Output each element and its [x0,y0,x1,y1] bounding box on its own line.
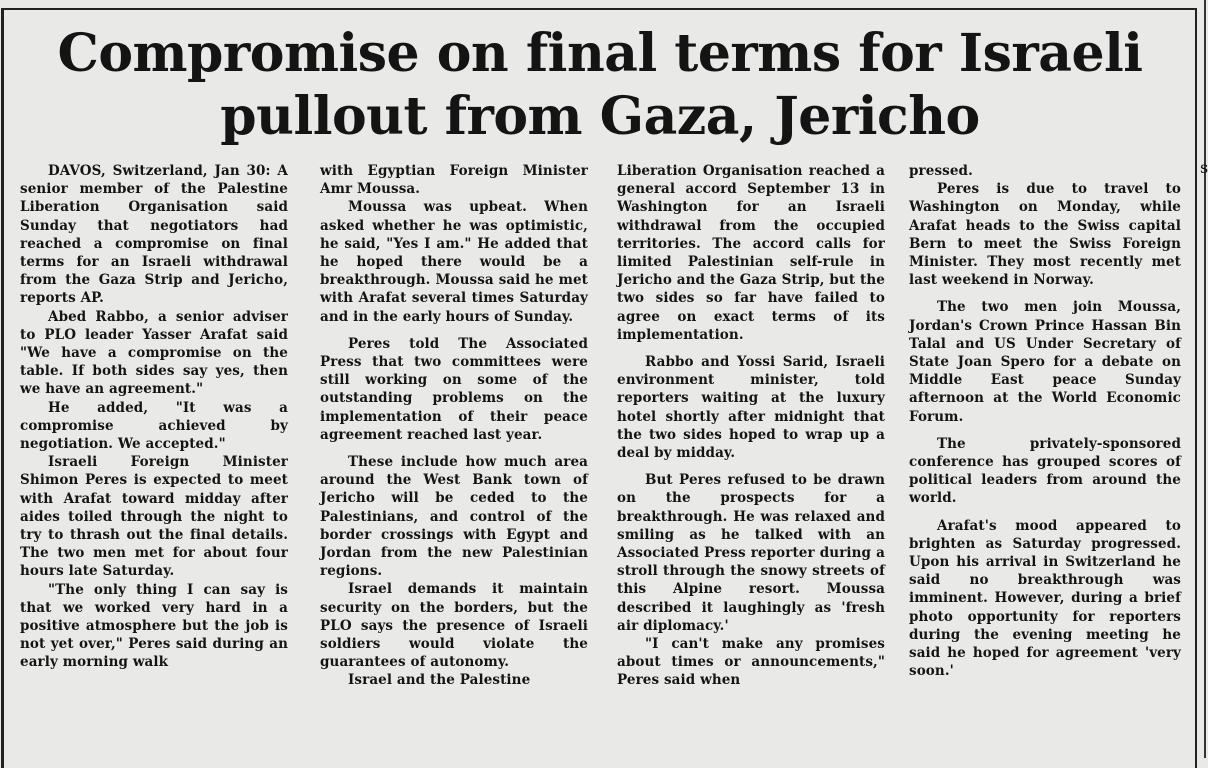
paragraph: Liberation Organisation reached a general accord September 13 in Washington for an Israeli withdrawal from the occupied territories. The accord calls for limited Palestinian self-rule in Jericho and the Gaza Strip, but the two sides so far have failed to agree on exact terms of its implementation. [617,163,885,343]
paragraph: Moussa was upbeat. When asked whether he was optimistic, he said, "Yes I am." He added that he hoped there would be a breakthrough. Moussa said he met with Arafat several times Saturday and in the early hours of Sunday. [320,199,588,325]
paragraph: DAVOS, Switzerland, Jan 30: A senior member of the Palestine Liberation Organisation said Sunday that negotiators had reached a compromise on final terms for an Israeli withdrawal from the Gaza Strip and Jericho, reports AP. [20,163,288,307]
paragraph: with Egyptian Foreign Minister Amr Moussa. [320,163,588,198]
paragraph: But Peres refused to be drawn on the prospects for a breakthrough. He was relaxed and smiling as he talked with an Associated Press reporter during a stroll through the snowy streets of this Alpine resort. Moussa described it laughingly as 'fresh air diplomacy.' [617,472,885,634]
paragraph: "The only thing I can say is that we worked very hard in a positive atmosphere but the job is not yet over," Peres said during an early morning walk [20,581,288,671]
article-column-4 [909,162,1181,680]
column-rule [1204,0,1206,758]
paragraph: Rabbo and Yossi Sarid, Israeli environment minister, told reporters waiting at the luxury hotel shortly after midnight that the two sides hoped to wrap up a deal by midday. [617,354,885,462]
paragraph: The two men join Moussa, Jordan's Crown Prince Hassan Bin Talal and US Under Secretary of State Joan Spero for a debate on Middle East peace Sunday afternoon at the World Economic Forum. [909,299,1181,425]
article-column-2 [320,162,588,690]
headline-line-2: pullout from Gaza, Jericho [220,86,980,147]
paragraph: He added, "It was a compromise achieved by negotiation. We accepted." [20,399,288,453]
article-column-3 [617,162,885,690]
article-column-1 [20,162,288,672]
paragraph: Peres is due to travel to Washington on Monday, while Arafat heads to the Swiss capital Bern to meet the Swiss Foreign Minister. They most recently met last weekend in Norway. [909,181,1181,289]
paragraph: Peres told The Associated Press that two committees were still working on some of the outstanding problems on the implementation of their peace agreement reached last year. [320,335,588,443]
headline-line-1: Compromise on final terms for Israeli [57,23,1143,84]
paragraph: pressed. [909,163,973,179]
paragraph: Arafat's mood appeared to brighten as Saturday progressed. Upon his arrival in Switzerland he said no breakthrough was imminent. However, during a brief photo opportunity for reporters during the evening meeting he said he hoped for agreement 'very soon.' [909,517,1181,680]
edge-fragment: s [1200,158,1208,177]
paragraph: These include how much area around the West Bank town of Jericho will be ceded to the Palestinians, and control of the border crossings with Egypt and Jordan from the new Palestinian regions. [320,454,588,580]
paragraph: The privately-sponsored conference has grouped scores of political leaders from around the world. [909,435,1181,507]
headline [0,22,1200,148]
paragraph: Israel demands it maintain security on the borders, but the PLO says the presence of Israeli soldiers would violate the guarantees of autonomy. [320,581,588,671]
paragraph: "I can't make any promises about times or announcements," Peres said when [617,636,885,689]
paragraph: Israeli Foreign Minister Shimon Peres is expected to meet with Arafat toward midday after aides toiled through the night to try to thrash out the final details. The two men met for about four hours late Saturday. [20,454,288,580]
paragraph: Abed Rabbo, a senior adviser to PLO leader Yasser Arafat said "We have a compromise on the table. If both sides say yes, then we have an agreement." [20,308,288,398]
paragraph: Israel and the Palestine [348,672,531,689]
